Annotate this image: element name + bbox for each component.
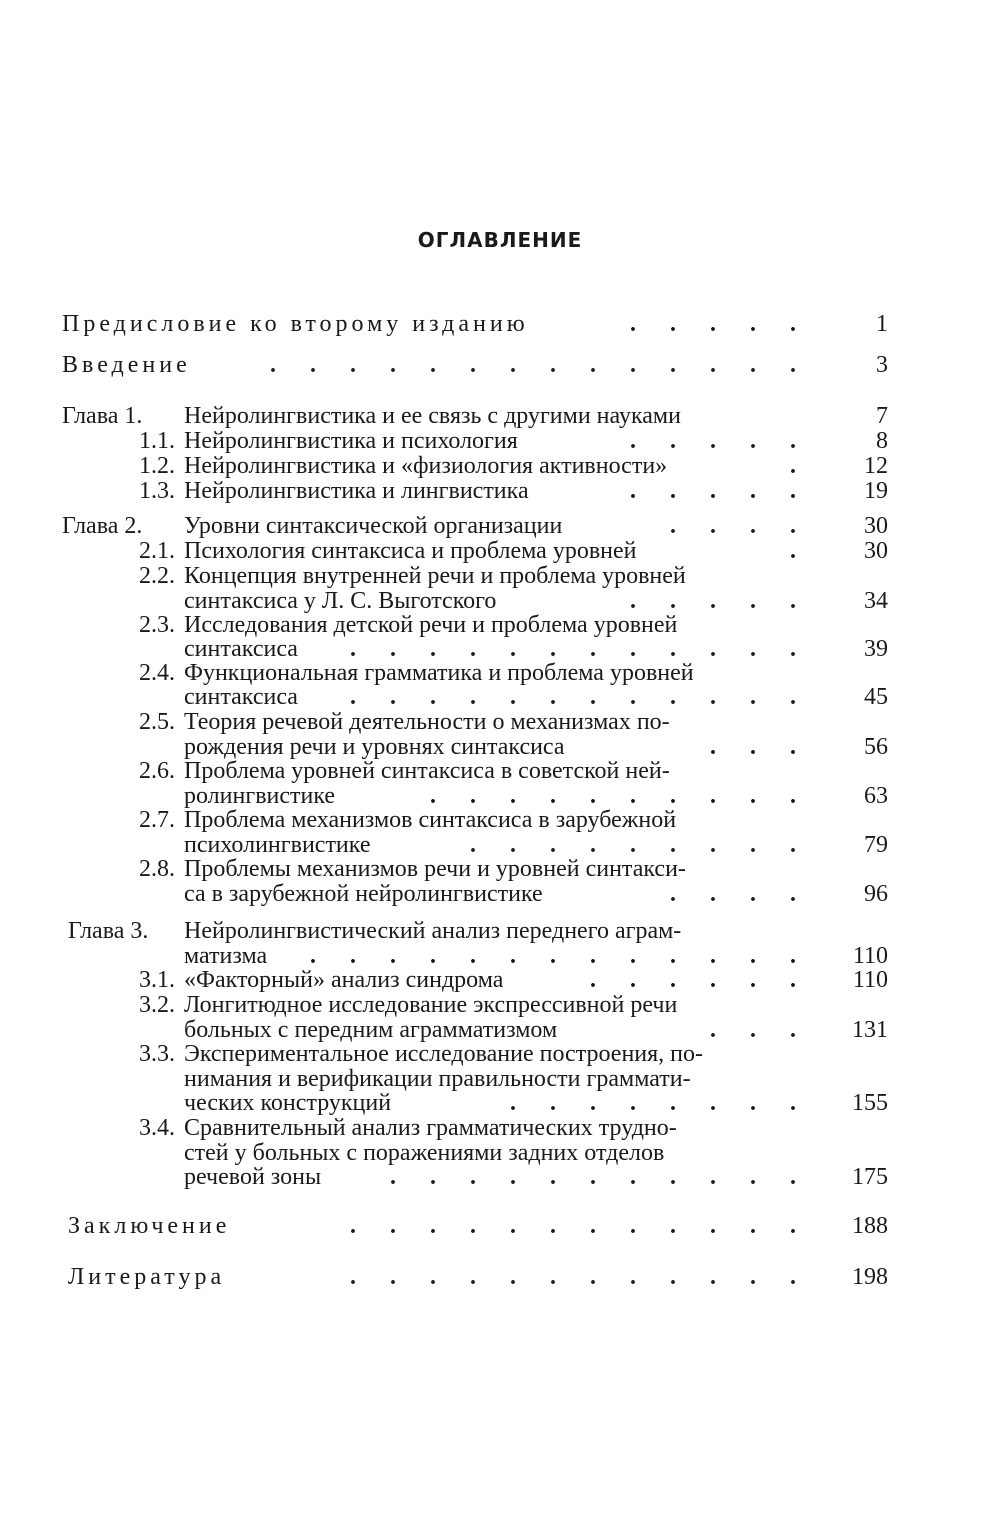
page-number: 63 [864, 783, 888, 809]
leader-dots: . . . . . . [590, 967, 810, 993]
toc-entry-section-2-4[interactable] [0, 661, 1000, 686]
page-number: 19 [864, 478, 888, 504]
leader-dots: . . . . . . . . . . . . . [310, 943, 810, 969]
entry-title-line-3: речевой зоны [184, 1164, 322, 1190]
entry-title-line-2: рождения речи и уровнях синтаксиса [184, 734, 565, 760]
entry-title-line-2: нимания и верификации правильности граммати- [184, 1066, 691, 1092]
toc-entry-chapter-3-cont[interactable] [0, 944, 1000, 969]
section-number: 3.1. [139, 967, 175, 993]
toc-entry-section-2-6[interactable] [0, 759, 1000, 784]
leader-dots: . . . [710, 1017, 810, 1043]
chapter-number: Глава 3. [68, 918, 149, 944]
toc-entry-section-3-4-cont-2[interactable] [0, 1165, 1000, 1190]
page-number: 45 [864, 684, 888, 710]
leader-dots: . . . . [670, 881, 810, 907]
leader-dots: . . . . . [630, 478, 810, 504]
entry-title-line-2: больных с передним аграмматизмом [184, 1017, 558, 1043]
toc-entry-section-2-8-cont[interactable] [0, 882, 1000, 907]
section-number: 3.3. [139, 1041, 175, 1067]
toc-entry-section-1-1[interactable] [0, 429, 1000, 454]
leader-dots: . [790, 538, 810, 564]
page-number: 56 [864, 734, 888, 760]
page-number: 96 [864, 881, 888, 907]
toc-entry-section-3-1[interactable] [0, 968, 1000, 993]
toc-entry-section-2-4-cont[interactable] [0, 685, 1000, 710]
page-number: 34 [864, 588, 888, 614]
toc-entry-section-2-5-cont[interactable] [0, 735, 1000, 760]
toc-entry-section-3-4[interactable] [0, 1116, 1000, 1141]
entry-title: «Факторный» анализ синдрома [184, 967, 504, 993]
entry-title-line-2: са в зарубежной нейролингвистике [184, 881, 543, 907]
section-number: 1.3. [139, 478, 175, 504]
section-number: 2.7. [139, 807, 175, 833]
toc-entry-section-3-3-cont[interactable] [0, 1067, 1000, 1092]
entry-title-line-1: Сравнительный анализ грамматических трудно- [184, 1115, 677, 1141]
toc-entry-introduction[interactable] [0, 353, 1000, 378]
toc-entry-section-2-1[interactable] [0, 539, 1000, 564]
toc-entry-section-2-7[interactable] [0, 808, 1000, 833]
leader-dots: . . . . . . . . . . [430, 783, 810, 809]
section-number: 2.3. [139, 612, 175, 638]
entry-title-line-1: Лонгитюдное исследование экспрессивной речи [184, 992, 678, 1018]
section-number: 2.8. [139, 856, 175, 882]
entry-title: Заключение [68, 1213, 231, 1239]
toc-entry-section-2-2[interactable] [0, 564, 1000, 589]
leader-dots: . . . . . . . . . . . . [350, 1213, 810, 1239]
toc-entry-section-2-5[interactable] [0, 710, 1000, 735]
page-number: 198 [852, 1264, 888, 1290]
leader-dots: . . . . . [630, 588, 810, 614]
page-number: 8 [876, 428, 888, 454]
toc-entry-section-1-3[interactable] [0, 479, 1000, 504]
entry-title: Нейролингвистика и «физиология активности» [184, 453, 668, 479]
leader-dots: . . . . . . . . . . . . [350, 636, 810, 662]
leader-dots: . [790, 453, 810, 479]
leader-dots: . . . [710, 734, 810, 760]
entry-title-line-2: психолингвистике [184, 832, 371, 858]
section-number: 1.1. [139, 428, 175, 454]
toc-entry-section-2-3[interactable] [0, 613, 1000, 638]
page-number: 30 [864, 538, 888, 564]
entry-title-line-2: матизма [184, 943, 268, 969]
toc-entry-section-3-2[interactable] [0, 993, 1000, 1018]
toc-entry-literature[interactable] [0, 1265, 1000, 1290]
section-number: 2.6. [139, 758, 175, 784]
toc-entry-section-2-8[interactable] [0, 857, 1000, 882]
page-number: 30 [864, 513, 888, 539]
page-number: 110 [852, 967, 888, 993]
entry-title-line-1: Экспериментальное исследование построения, по- [184, 1041, 703, 1067]
page-number: 131 [852, 1017, 888, 1043]
page-number: 188 [852, 1213, 888, 1239]
chapter-number: Глава 2. [62, 513, 143, 539]
entry-title-line-1: Проблемы механизмов речи и уровней синтакси- [184, 856, 686, 882]
entry-title-line-1: Проблема уровней синтаксиса в советской ней- [184, 758, 670, 784]
toc-entry-chapter-1[interactable] [0, 404, 1000, 429]
toc-entry-section-2-7-cont[interactable] [0, 833, 1000, 858]
entry-title: Предисловие ко второму изданию [62, 311, 529, 337]
toc-entry-section-2-3-cont[interactable] [0, 637, 1000, 662]
page-number: 3 [876, 352, 888, 378]
entry-title-line-3: ческих конструкций [184, 1090, 392, 1116]
entry-title: Уровни синтаксической организации [184, 513, 563, 539]
page-number: 79 [864, 832, 888, 858]
toc-entry-chapter-2[interactable] [0, 514, 1000, 539]
leader-dots: . . . . . . . . [510, 1090, 810, 1116]
page-number: 110 [852, 943, 888, 969]
page-number: 175 [852, 1164, 888, 1190]
leader-dots: . . . . . . . . . . . . [350, 684, 810, 710]
toc-entry-section-3-2-cont[interactable] [0, 1018, 1000, 1043]
entry-title: Психология синтаксиса и проблема уровней [184, 538, 637, 564]
toc-entry-preface[interactable] [0, 312, 1000, 337]
section-number: 1.2. [139, 453, 175, 479]
section-number: 2.2. [139, 563, 175, 589]
entry-title-line-1: Функциональная грамматика и проблема уровней [184, 660, 694, 686]
section-number: 2.1. [139, 538, 175, 564]
toc-entry-section-3-3[interactable] [0, 1042, 1000, 1067]
toc-entry-section-2-2-cont[interactable] [0, 589, 1000, 614]
leader-dots: . . . . . [630, 428, 810, 454]
leader-dots: . . . . [670, 513, 810, 539]
entry-title: Нейролингвистика и лингвистика [184, 478, 529, 504]
leader-dots: . . . . . . . . . . . [390, 1164, 810, 1190]
entry-title-line-2: синтаксиса у Л. С. Выготского [184, 588, 497, 614]
entry-title-line-2: синтаксиса [184, 684, 298, 710]
entry-title-line-1: Концепция внутренней речи и проблема уровней [184, 563, 686, 589]
page-number: 12 [864, 453, 888, 479]
entry-title: Нейролингвистика и психология [184, 428, 518, 454]
entry-title-line-1: Нейролингвистический анализ переднего аграм- [184, 918, 682, 944]
entry-title-line-1: Исследования детской речи и проблема уровней [184, 612, 678, 638]
entry-title: Литература [68, 1264, 226, 1290]
section-number: 3.4. [139, 1115, 175, 1141]
entry-title-line-2: стей у больных с поражениями задних отделов [184, 1140, 665, 1166]
toc-entry-section-3-4-cont[interactable] [0, 1141, 1000, 1166]
toc-entry-section-1-2[interactable] [0, 454, 1000, 479]
leader-dots: . . . . . [630, 311, 810, 337]
entry-title-line-1: Проблема механизмов синтаксиса в зарубежной [184, 807, 677, 833]
page-title: ОГЛАВЛЕНИЕ [417, 228, 583, 252]
section-number: 3.2. [139, 992, 175, 1018]
entry-title-line-2: синтаксиса [184, 636, 298, 662]
entry-title: Нейролингвистика и ее связь с другими науками [184, 403, 681, 429]
page-number: 7 [876, 403, 888, 429]
leader-dots: . . . . . . . . . [470, 832, 810, 858]
toc-entry-section-2-6-cont[interactable] [0, 784, 1000, 809]
page-number: 39 [864, 636, 888, 662]
toc-entry-conclusion[interactable] [0, 1214, 1000, 1239]
chapter-number: Глава 1. [62, 403, 143, 429]
toc-entry-chapter-3[interactable] [0, 919, 1000, 944]
leader-dots: . . . . . . . . . . . . [350, 1264, 810, 1290]
section-number: 2.5. [139, 709, 175, 735]
page-number: 1 [876, 311, 888, 337]
page-number: 155 [852, 1090, 888, 1116]
entry-title-line-1: Теория речевой деятельности о механизмах по- [184, 709, 670, 735]
toc-entry-section-3-3-cont-2[interactable] [0, 1091, 1000, 1116]
section-number: 2.4. [139, 660, 175, 686]
entry-title-line-2: ролингвистике [184, 783, 336, 809]
entry-title: Введение [62, 352, 191, 378]
leader-dots: . . . . . . . . . . . . . . [270, 352, 810, 378]
